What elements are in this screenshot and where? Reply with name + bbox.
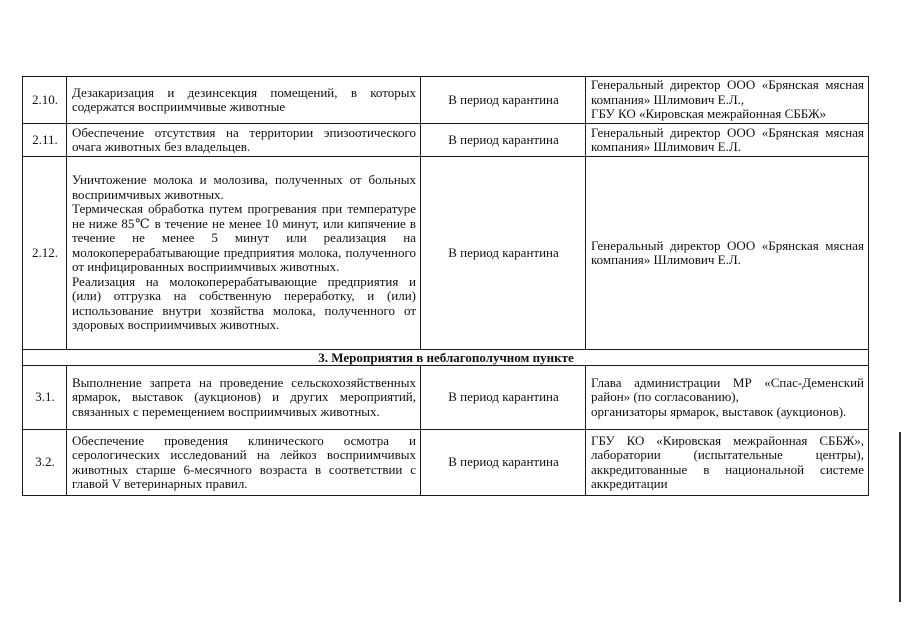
measure-cell [67,77,421,124]
measure-text: Дезакаризация и дезинсекция помещений, в которых содержатся восприимчивые животные [72,84,416,114]
section-title: 3. Мероприятия в неблагополучном пункте [23,350,869,366]
measure-text: Уничтожение молока и молозива, полученных от больных восприимчивых животных. [72,172,416,202]
responsible-cell [586,77,869,124]
responsible-cell [586,124,869,157]
responsible-text: Глава администрации МР «Спас-Деменский район» (по согласованию), [591,374,864,405]
section-header-row [23,350,869,366]
table-row [23,157,869,350]
period-cell: В период карантина [421,366,586,430]
measure-text: Обеспечение отсутствия на территории эпизоотического очага животных без владельцев. [72,124,416,154]
row-number: 2.11. [23,124,67,157]
period-cell: В период карантина [421,124,586,157]
responsible-text: Генеральный директор ООО «Брянская мясная компания» Шлимович Е.Л., [591,77,864,107]
table-row [23,366,869,430]
table-row [23,77,869,124]
period-cell: В период карантина [421,430,586,496]
measure-cell [67,366,421,430]
responsible-text: организаторы ярмарок, выставок (аукционов). [591,403,847,419]
responsible-text: Генеральный директор ООО «Брянская мясная компания» Шлимович Е.Л. [591,124,864,154]
responsible-text: Генеральный директор ООО «Брянская мясная компания» Шлимович Е.Л. [591,237,864,267]
period-cell: В период карантина [421,77,586,124]
responsible-text: ГБУ КО «Кировская межрайонная СББЖ», лаборатории (испытательные центры), аккредитованные в национальной системе аккредитации [591,432,864,491]
row-number: 2.12. [23,157,67,350]
row-number: 3.2. [23,430,67,496]
period-cell: В период карантина [421,157,586,350]
scan-edge-line [899,432,901,602]
measure-text: Реализация на молокоперерабатывающие предприятия и (или) отгрузка на собственную переработку, и (или) использование внутри хозяйства молока, полученного от здоровых восприимчивых животных. [72,273,416,333]
row-number: 3.1. [23,366,67,430]
measure-cell [67,430,421,496]
responsible-cell [586,430,869,496]
responsible-cell [586,366,869,430]
responsible-text: ГБУ КО «Кировская межрайонная СББЖ» [591,106,827,122]
responsible-cell [586,157,869,350]
row-number: 2.10. [23,77,67,124]
measure-text: Выполнение запрета на проведение сельскохозяйственных ярмарок, выставок (аукционов) и других мероприятий, связанных с перемещением восприимчивых животных. [72,374,416,419]
measure-cell [67,157,421,350]
table-row [23,124,869,157]
table-row [23,430,869,496]
measure-cell [67,124,421,157]
measure-text: Обеспечение проведения клинического осмотра и серологических исследований на лейкоз восприимчивых животных старше 6-месячного возраста в соответствии с главой V ветеринарных правил. [72,432,416,491]
measure-text: Термическая обработка путем прогревания при температуре не ниже 85℃ в течение не менее 10 минут, или кипячение в течение не менее 5 минут или реализация на молокоперерабатывающие предприятия молока, полученного от инфицированных восприимчивых животных. [72,201,416,275]
quarantine-measures-table [22,76,869,496]
